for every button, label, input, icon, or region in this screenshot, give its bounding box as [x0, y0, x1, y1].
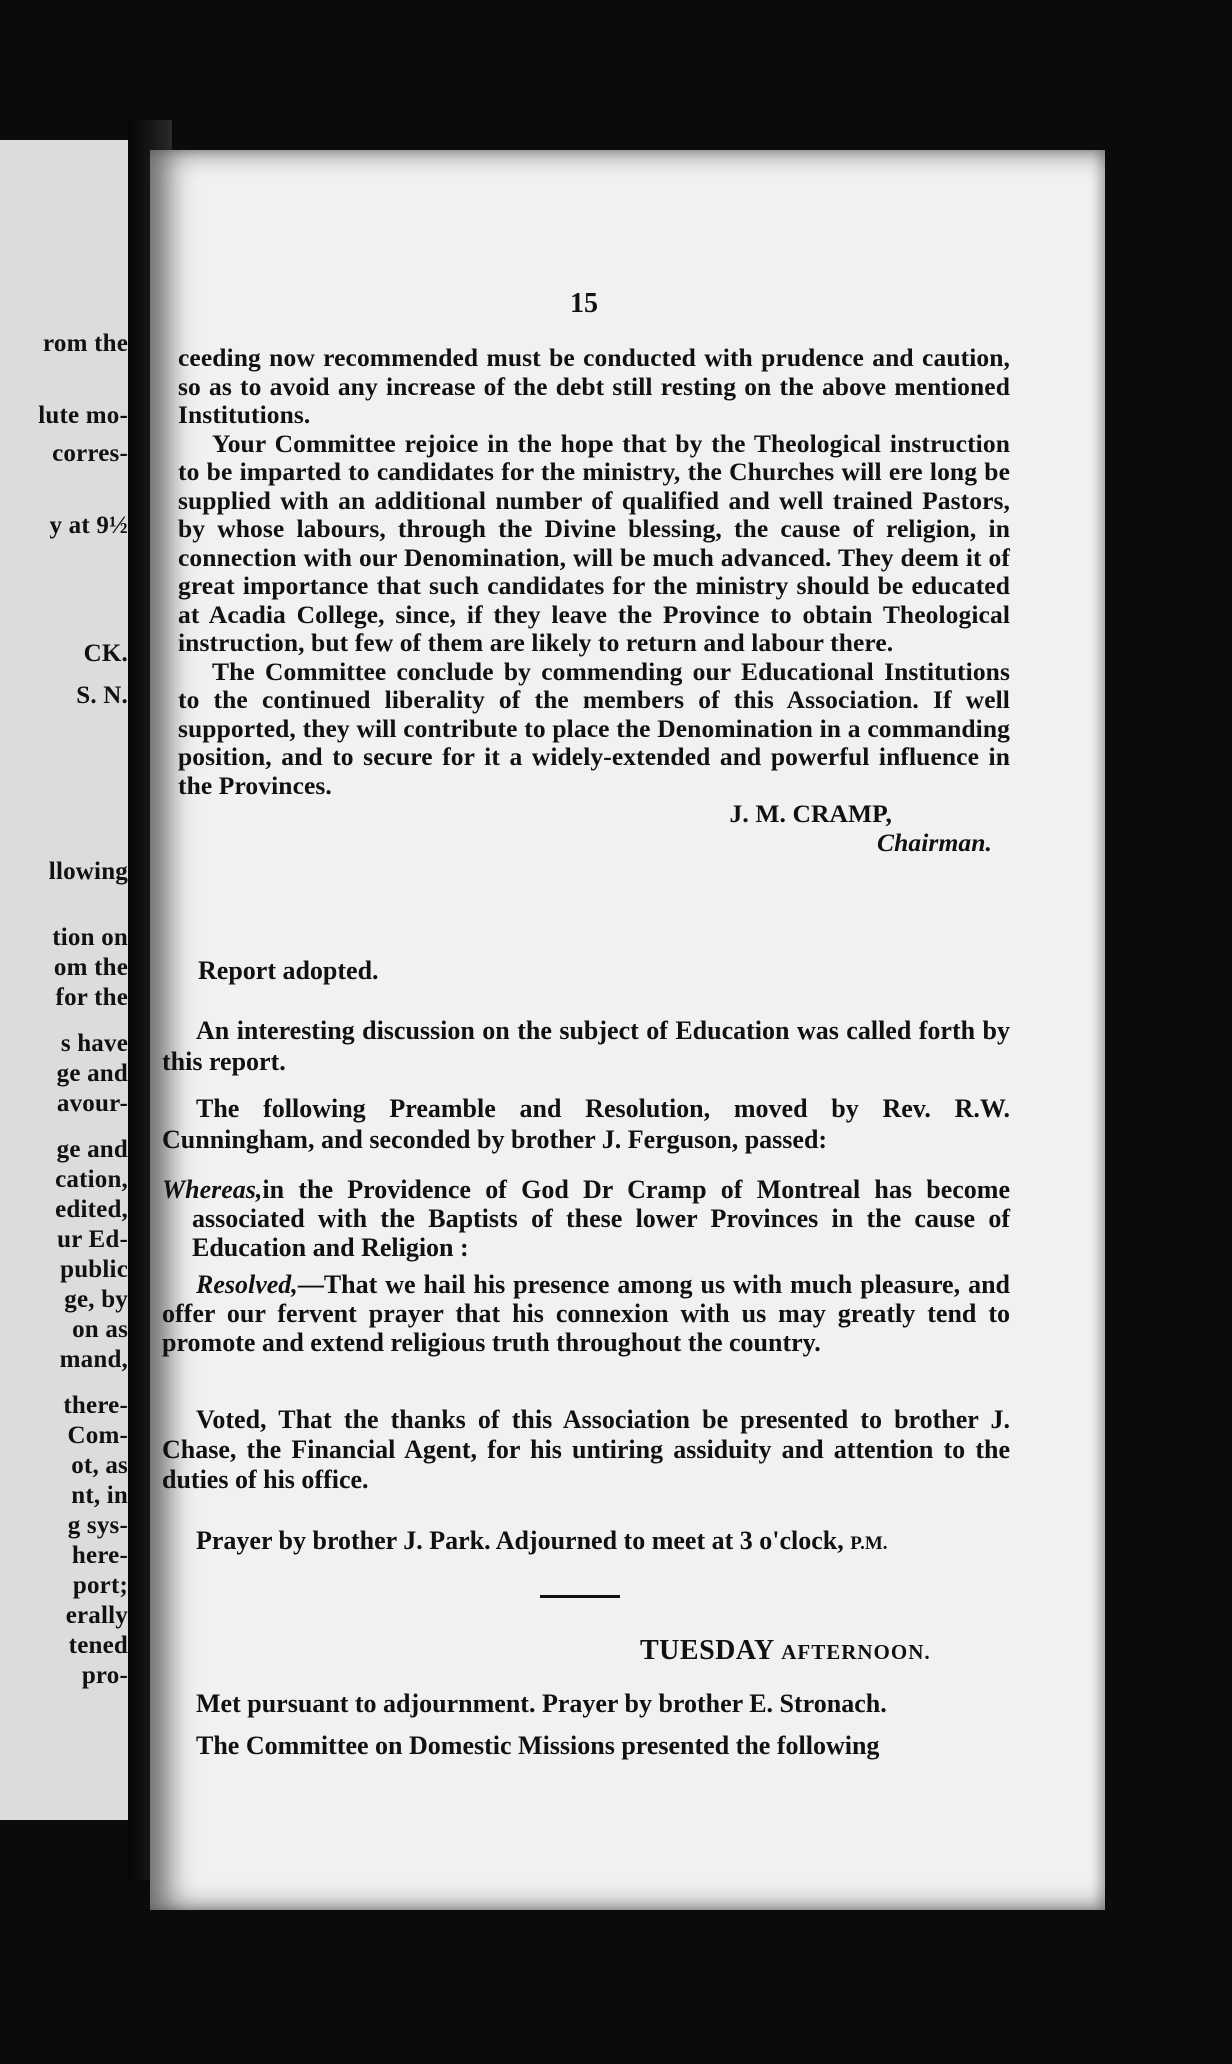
prayer-text: Prayer by brother J. Park. Adjourned to meet at 3 o'clock, [196, 1526, 844, 1555]
left-page-line: ur Ed- [57, 1226, 128, 1253]
left-page-line: corres- [52, 440, 128, 467]
resolved-text: —That we hail his presence among us with much pleasure, and offer our fervent prayer that his connexion with us may greatly tend to promote and extend religious truth throughout the country. [162, 1270, 1010, 1357]
left-page-line: for the [55, 984, 128, 1011]
left-page-line: Com- [67, 1422, 128, 1449]
met-text: Met pursuant to adjournment. Prayer by brother E. Stronach. [196, 1689, 887, 1718]
left-page-line: om the [53, 954, 128, 981]
prayer-pm: P.M. [850, 1533, 888, 1554]
met-paragraph [162, 1688, 1010, 1719]
discussion-paragraph [162, 1015, 1010, 1077]
left-page-line: tened [68, 1632, 128, 1659]
left-page-line: lute mo- [38, 402, 128, 429]
left-page-line: port; [72, 1572, 128, 1599]
signature-name: J. M. CRAMP, [729, 799, 892, 828]
left-page-line: there- [63, 1392, 128, 1419]
left-page-line: edited, [55, 1196, 128, 1223]
left-page-line: g sys- [67, 1512, 128, 1539]
signature-title: Chairman. [877, 827, 992, 857]
whereas-text: in the Providence of God Dr Cramp of Montreal has become associated with the Baptists of these lower Provinces in the cause of Education and Religion : [192, 1175, 1010, 1262]
voted-text: Voted, That the thanks of this Association be presented to brother J. Chase, the Financial Agent, for his untiring assiduity and attention to the duties of his office. [162, 1405, 1010, 1494]
discussion-text: An interesting discussion on the subject of Education was called forth by this report. [162, 1016, 1010, 1076]
voted-paragraph [162, 1405, 1010, 1495]
left-page-line: CK. [83, 640, 128, 667]
section-rule [540, 1595, 620, 1598]
section-heading [640, 1635, 931, 1667]
left-page-line: mand, [59, 1346, 128, 1373]
report-adopted: Report adopted. [198, 956, 379, 985]
whereas-paragraph [162, 1175, 1010, 1262]
left-page-line: here- [71, 1542, 128, 1569]
left-page-line: S. N. [76, 682, 128, 709]
left-page-line: llowing [48, 858, 128, 885]
left-page-line: cation, [55, 1166, 128, 1193]
left-page-line: s have [60, 1030, 128, 1057]
left-page-line: tion on [52, 924, 128, 951]
left-page-fragment [0, 140, 128, 1820]
left-page-line: public [60, 1256, 128, 1283]
left-page-line: ge, by [64, 1286, 128, 1313]
paragraph-conclusion: The Committee conclude by commending our Educational Institutions to the continued liberality of the members of this Association. If well supported, they will contribute to place the Denomination in a commanding position, and to secure for it a widely-extended and powerful influence in the Provinces. [178, 656, 1010, 800]
heading-day: TUESDAY [640, 1635, 774, 1666]
committee-paragraph [162, 1730, 1010, 1761]
left-page-line: pro- [81, 1662, 128, 1689]
left-page-line: nt, in [71, 1482, 128, 1509]
resolved-label: Resolved, [196, 1270, 298, 1299]
left-page-line: ge and [56, 1136, 128, 1163]
whereas-label: Whereas, [162, 1175, 263, 1204]
committee-text: The Committee on Domestic Missions presented the following [196, 1731, 880, 1760]
paragraph-theological: Your Committee rejoice in the hope that by the Theological instruction to be imparted to candidates for the ministry, the Churches will ere long be supplied with an additional number of qualified and well trained Pastors, by whose labours, through the Divine blessing, the cause of religion, in connection with our Denomination, will be much advanced. They deem it of great importance that such candidates for the ministry should be educated at Acadia College, since, if they leave the Province to obtain Theological instruction, but few of them are likely to return and labour there. [178, 428, 1010, 657]
left-page-line: erally [65, 1602, 128, 1629]
left-page-line: ot, as [71, 1452, 128, 1479]
prayer-paragraph [162, 1525, 1010, 1559]
page-number: 15 [570, 288, 598, 319]
left-page-line: on as [72, 1316, 128, 1343]
left-page-line: avour- [56, 1090, 128, 1117]
resolved-paragraph [162, 1270, 1010, 1357]
report-text [178, 344, 1010, 857]
left-page-line: y at 9½ [49, 512, 128, 539]
preamble-intro [162, 1093, 1010, 1155]
left-page-line: rom the [43, 330, 128, 357]
paragraph-continuation: ceeding now recommended must be conducted with prudence and caution, so as to avoid any increase of the debt still resting on the above mentioned Institutions. [178, 343, 1010, 429]
left-page-line: ge and [56, 1060, 128, 1087]
preamble-intro-text: The following Preamble and Resolution, moved by Rev. R.W. Cunningham, and seconded by brother J. Ferguson, passed: [162, 1094, 1010, 1154]
heading-time: AFTERNOON. [781, 1640, 931, 1664]
